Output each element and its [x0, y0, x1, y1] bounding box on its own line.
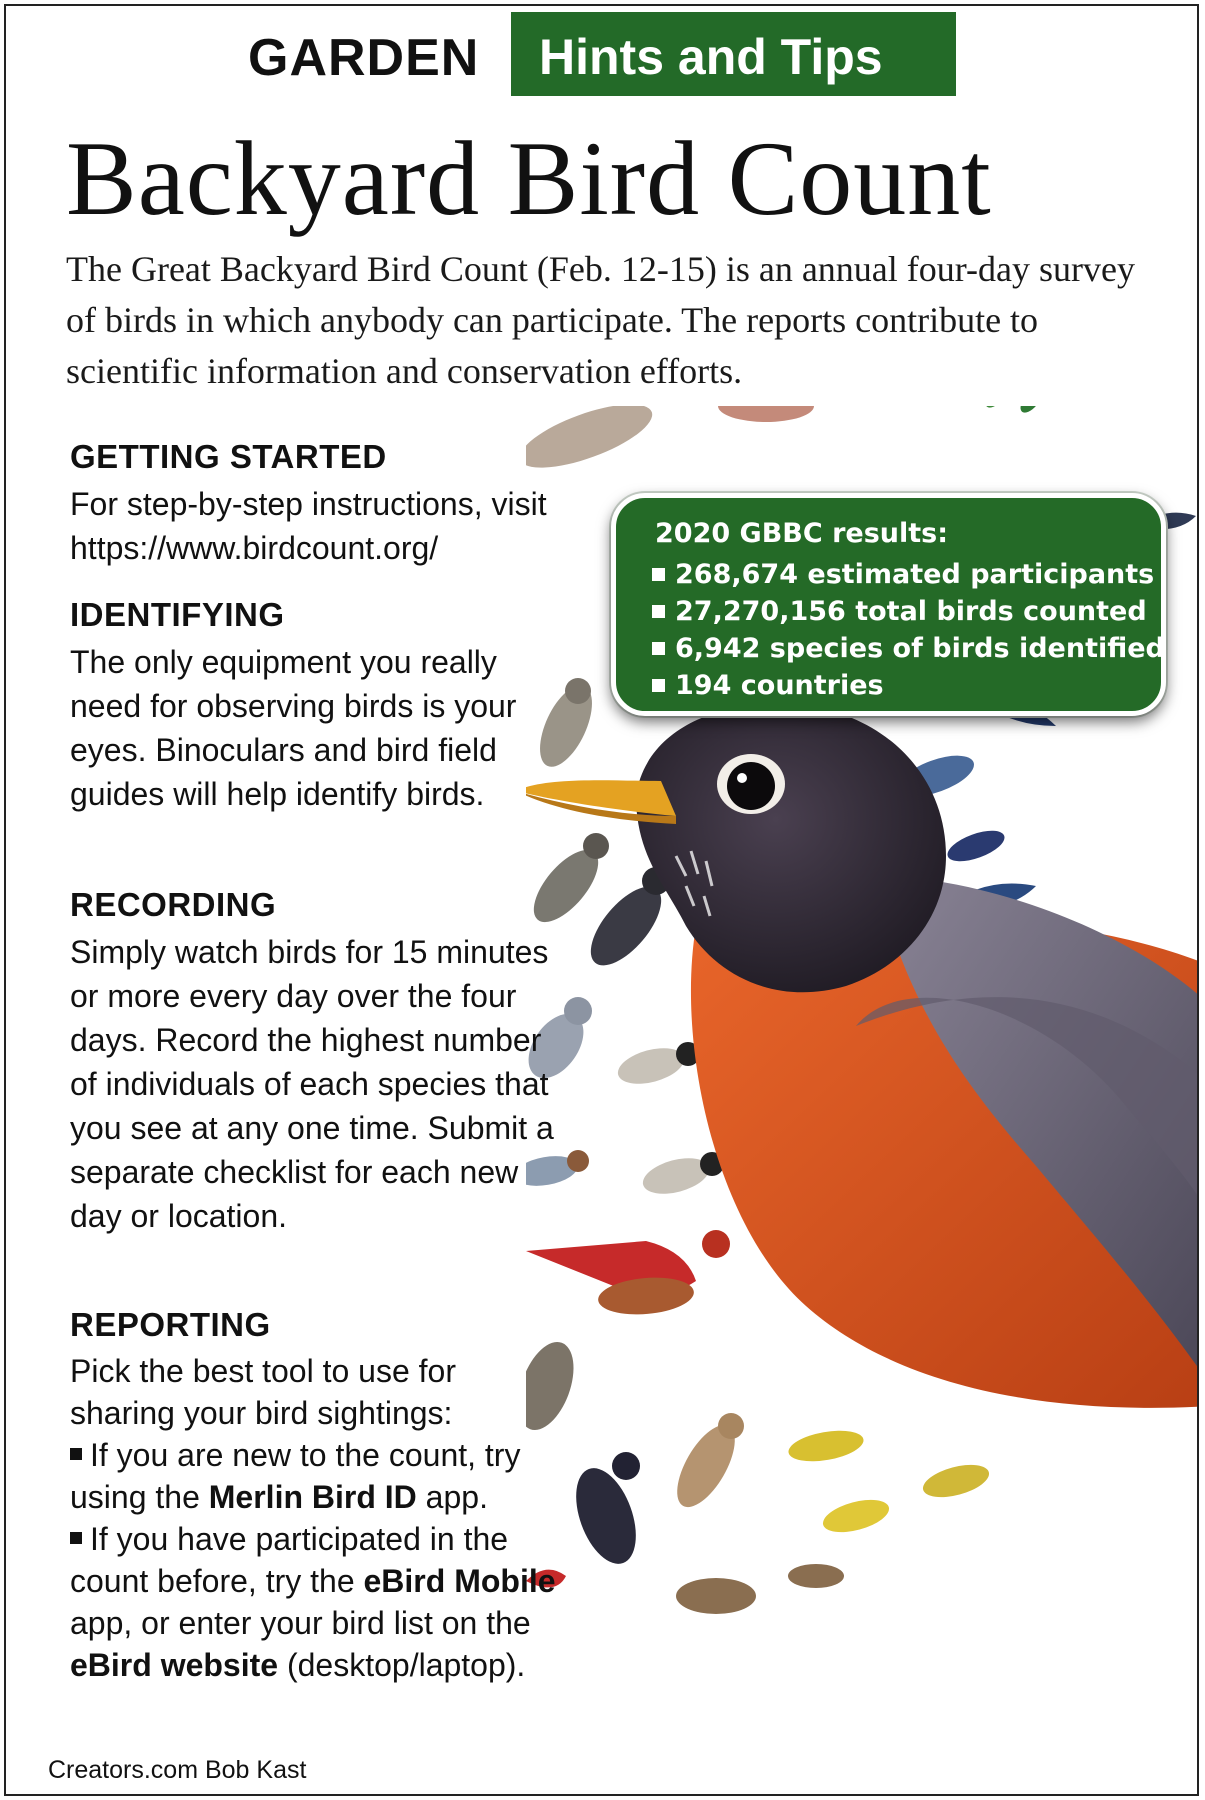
results-item-text: 27,270,156 total birds counted	[675, 596, 1147, 627]
hints-tips-badge	[511, 12, 956, 96]
infographic-frame	[4, 4, 1199, 1796]
square-bullet-icon	[70, 1448, 82, 1460]
section-text: The only equipment you really need for observing birds is your eyes. Binoculars and bird field guides will help identify birds.	[70, 644, 517, 812]
results-heading: 2020 GBBC results:	[655, 518, 949, 549]
square-bullet-icon	[652, 679, 665, 692]
section-heading: GETTING STARTED	[70, 438, 387, 475]
results-list	[652, 556, 1165, 704]
section-reporting	[70, 1306, 560, 1686]
ebird-website-name: eBird website	[70, 1647, 279, 1683]
intro-paragraph: The Great Backyard Bird Count (Feb. 12-15) is an annual four-day survey of birds in which anybody can participate. The reports contribute to scientific information and conservation efforts.	[66, 249, 1135, 391]
reporting-bullet-merlin: If you are new to the count, try using the Merlin Bird ID app.	[70, 1437, 521, 1515]
garden-label: GARDEN	[248, 29, 480, 87]
results-callout	[611, 493, 1166, 716]
section-heading: RECORDING	[70, 886, 277, 923]
section-text: Pick the best tool to use for sharing your bird sightings:	[70, 1353, 456, 1431]
square-bullet-icon	[652, 568, 665, 581]
sparrow-icon	[526, 1564, 844, 1614]
ground-dove-icon	[718, 406, 814, 422]
results-item	[652, 593, 1165, 630]
reporting-bullet-ebird: If you have participated in the count before, try the eBird Mobile app, or enter your bird list on the eBird website (desktop/laptop).	[70, 1521, 556, 1683]
merlin-app-name: Merlin Bird ID	[208, 1479, 417, 1515]
kingbird-icon	[578, 867, 673, 977]
ebird-mobile-name: eBird Mobile	[363, 1563, 556, 1599]
results-item-text: 194 countries	[675, 670, 884, 701]
section-text: For step-by-step instructions, visit https://www.birdcount.org/	[70, 486, 547, 566]
results-item	[652, 556, 1165, 593]
section-text: Simply watch birds for 15 minutes or more every day over the four days. Record the highest number of individuals of each species that you see at any one time. Submit a separate checklist for each new day or location.	[70, 934, 554, 1234]
warbler-icon	[786, 1426, 992, 1539]
results-item	[652, 667, 1165, 704]
hints-tips-label: Hints and Tips	[539, 29, 883, 85]
results-item-text: 6,942 species of birds identified	[675, 633, 1165, 664]
square-bullet-icon	[70, 1532, 82, 1544]
square-bullet-icon	[652, 642, 665, 655]
waxwing-icon	[666, 1413, 747, 1516]
square-bullet-icon	[652, 605, 665, 618]
section-heading: REPORTING	[70, 1306, 271, 1343]
hummingbird-icon	[982, 406, 1046, 416]
section-identifying	[70, 596, 550, 816]
page-title: Backyard Bird Count	[66, 120, 992, 237]
section-recording	[70, 886, 560, 1238]
section-getting-started	[70, 438, 550, 570]
results-item	[652, 630, 1165, 667]
section-heading: IDENTIFYING	[70, 596, 285, 633]
results-item-text: 268,674 estimated participants	[675, 559, 1155, 590]
credit-line: Creators.com Bob Kast	[48, 1756, 307, 1784]
